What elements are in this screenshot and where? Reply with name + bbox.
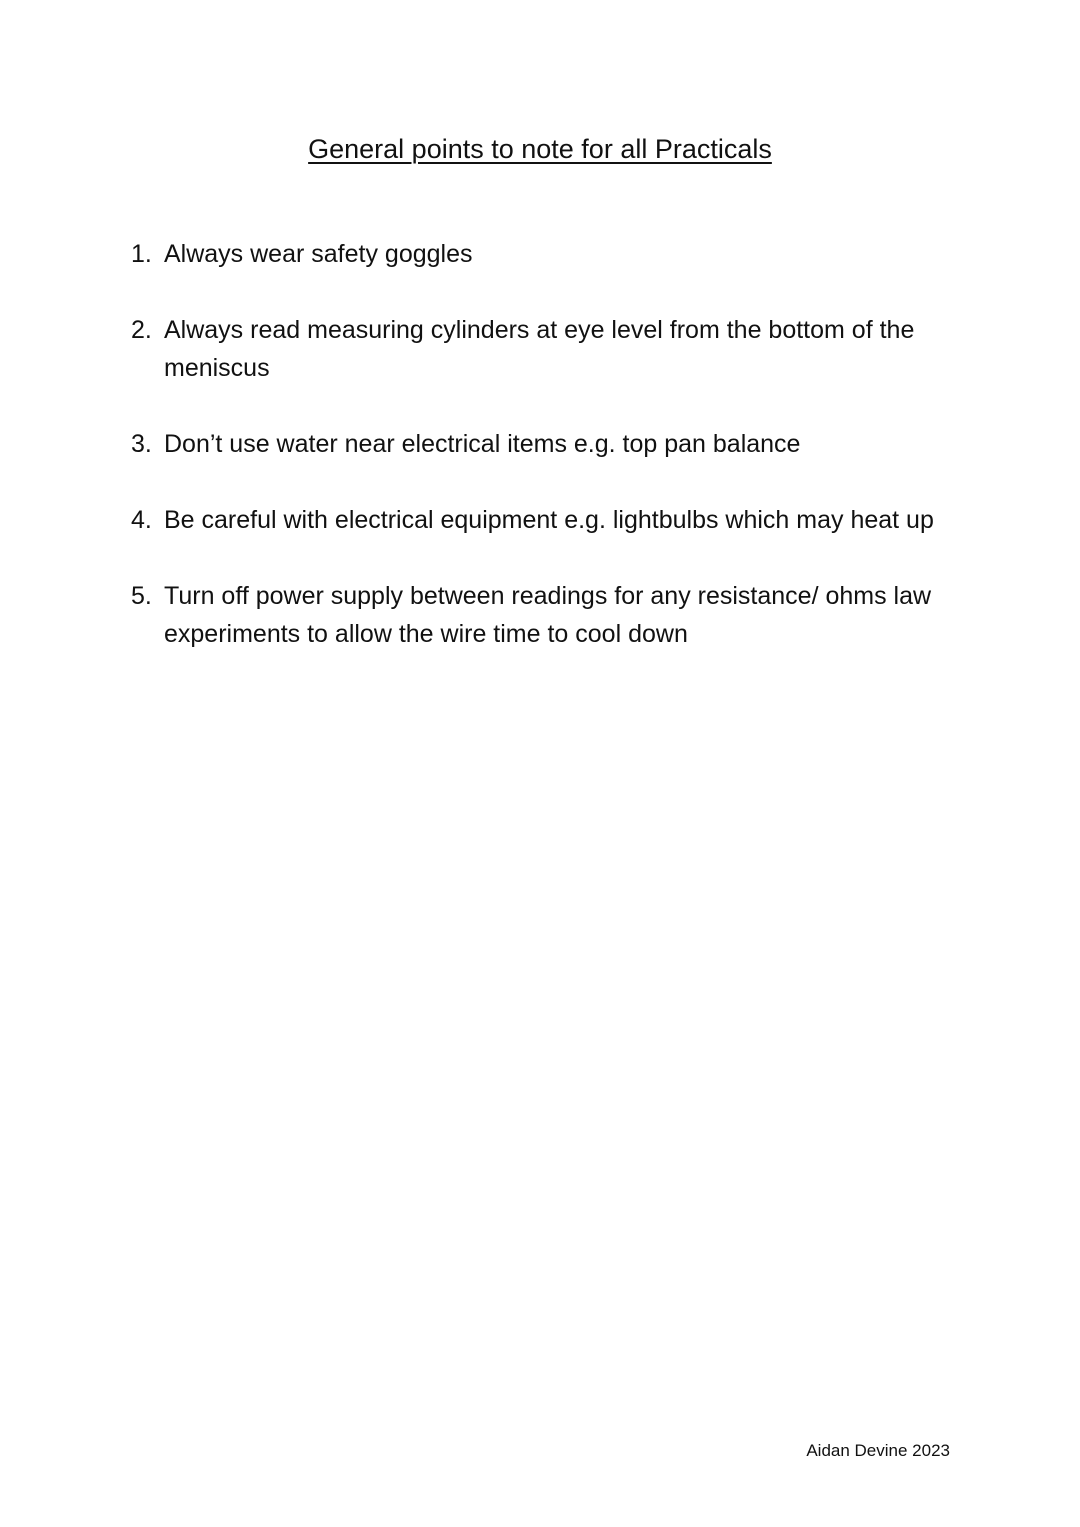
practical-points-list [131,235,971,691]
list-item [131,425,971,463]
list-item [131,501,971,539]
author-footer: Aidan Devine 2023 [806,1441,950,1460]
list-item-number: 2. [131,316,152,344]
list-item-number: 1. [131,240,152,268]
list-item-text: Don’t use water near electrical items e.g. top pan balance [164,430,801,458]
list-item-number: 4. [131,506,152,534]
list-item [131,235,971,273]
list-item-number: 5. [131,582,152,610]
list-item-text: Be careful with electrical equipment e.g. lightbulbs which may heat up [164,506,934,534]
list-item-text: Turn off power supply between readings for any resistance/ ohms law experiments to allow the wire time to cool down [164,582,932,648]
list-item [131,311,971,387]
list-item-number: 3. [131,430,152,458]
list-item-text: Always read measuring cylinders at eye level from the bottom of the meniscus [164,316,915,382]
page-title: General points to note for all Practicals [308,134,772,164]
list-item [131,577,971,653]
list-item-text: Always wear safety goggles [164,240,473,268]
